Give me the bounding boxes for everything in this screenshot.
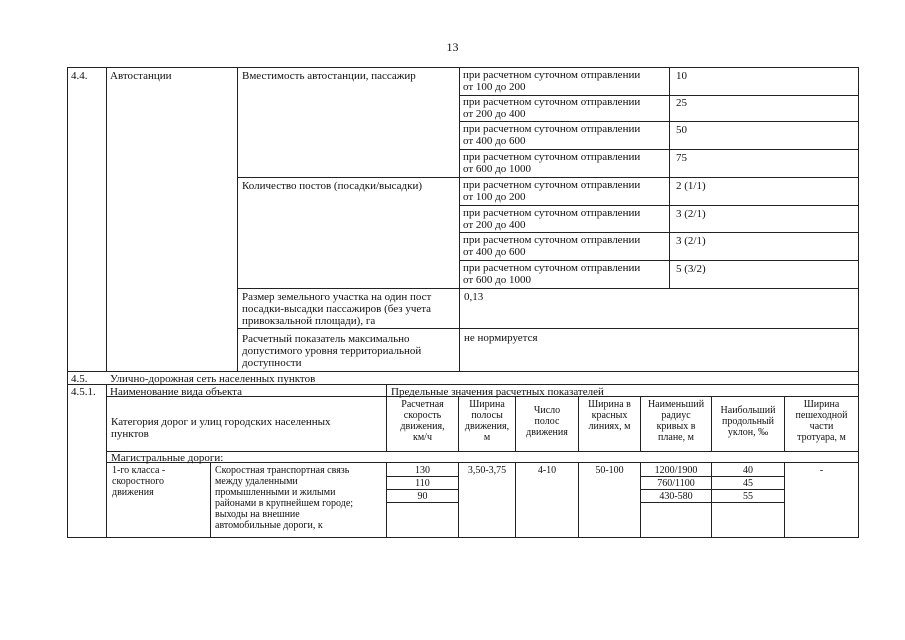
posts-value-4: 5 (3/2) [676,263,706,275]
slope-value-2: 45 [743,478,753,489]
col-header-sidewalk: Ширина пешеходной части тротуара, м [795,399,848,443]
object-name-label: Наименование вида объекта [110,386,243,398]
section-4-5-title: Улично-дорожная сеть населенных пунктов [110,373,316,385]
page-number: 13 [446,40,459,54]
accessibility-label: Расчетный показатель максимально допустимого уровня территориальной доступности [242,333,422,369]
capacity-condition-4: при расчетном суточном отправлении от 600 до 1000 [463,151,641,175]
col-header-red-lines: Ширина в красных линиях, м [588,399,631,432]
radius-value-2: 760/1100 [657,478,695,489]
land-area-label: Размер земельного участка на один пост посадки-высадки пассажиров (без учета привокзальной площади), га [242,291,432,327]
slope-value-3: 55 [743,491,753,502]
capacity-condition-2: при расчетном суточном отправлении от 200 до 400 [463,96,641,120]
accessibility-value: не нормируется [464,332,538,344]
section-4-5-1-number: 4.5.1. [71,386,96,398]
speed-value-3: 90 [417,491,428,502]
capacity-value-2: 25 [676,97,687,109]
road-class-label: 1-го класса - скоростного движения [112,465,166,498]
capacity-condition-3: при расчетном суточном отправлении от 400 до 600 [463,123,641,147]
col-header-lanes: Число полос движения [526,405,568,438]
posts-condition-4: при расчетном суточном отправлении от 600 до 1000 [463,262,641,286]
slope-value-1: 40 [743,465,753,476]
capacity-value-1: 10 [676,70,687,82]
capacity-label: Вместимость автостанции, пассажир [242,70,416,82]
col-header-radius: Наименьший радиус кривых в плане, м [647,399,705,443]
posts-label: Количество постов (посадки/высадки) [242,180,422,192]
sidewalk-value: - [819,465,824,476]
capacity-condition-1: при расчетном суточном отправлении от 100 до 200 [463,69,641,93]
lane-width-value: 3,50-3,75 [467,465,507,476]
radius-value-1: 1200/1900 [654,465,698,476]
lanes-value: 4-10 [537,465,557,476]
speed-value-2: 110 [415,478,430,489]
posts-condition-2: при расчетном суточном отправлении от 200 до 400 [463,207,641,231]
red-line-width-value: 50-100 [595,465,624,476]
section-4-5-number: 4.5. [71,373,88,385]
main-roads-label: Магистральные дороги: [111,452,224,464]
capacity-value-3: 50 [676,124,687,136]
section-4-4-number: 4.4. [71,70,88,82]
posts-value-2: 3 (2/1) [676,208,706,220]
radius-value-3: 430-580 [659,491,693,502]
road-category-label: Категория дорог и улиц городских населенных пунктов [111,416,331,440]
col-header-speed: Расчетная скорость движения, км/ч [400,399,445,443]
limits-label: Предельные значения расчетных показателей [391,386,604,398]
posts-condition-1: при расчетном суточном отправлении от 100 до 200 [463,179,641,203]
section-4-4-name: Автостанции [110,70,172,82]
capacity-value-4: 75 [676,152,687,164]
posts-condition-3: при расчетном суточном отправлении от 400 до 600 [463,234,641,258]
col-header-slope: Наибольший продольный уклон, ‰ [720,405,776,438]
posts-value-1: 2 (1/1) [676,180,706,192]
road-description: Скоростная транспортная связь между удаленными промышленными и жилыми районами в крупнейшем городе; выходы на внешние автомобильные дороги, к [215,465,354,531]
col-header-lane-width: Ширина полосы движения, м [464,399,510,443]
posts-value-3: 3 (2/1) [676,235,706,247]
speed-value-1: 130 [415,465,430,476]
land-area-value: 0,13 [464,291,484,303]
